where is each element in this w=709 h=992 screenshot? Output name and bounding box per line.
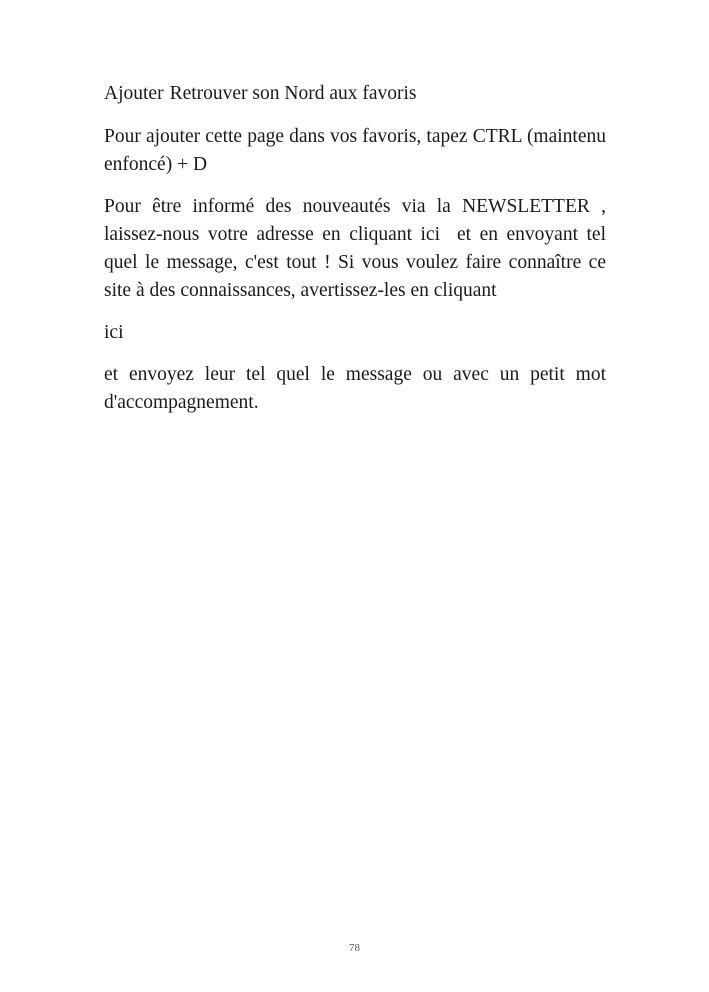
- newsletter-text-start: Pour être informé des nouveautés via la NEWSLETTER , laissez-nous votre adresse en cliquant: [104, 196, 606, 245]
- favorites-instructions: Pour ajouter cette page dans vos favoris, tapez CTRL (maintenu enfoncé) + D: [104, 126, 606, 175]
- favorites-heading-text: Retrouver son Nord aux favoris: [169, 83, 417, 104]
- favorites-heading: [104, 80, 606, 108]
- newsletter-link[interactable]: ici: [420, 224, 441, 245]
- share-instructions: et envoyez leur tel quel le message ou avec un petit mot d'accompagnement.: [104, 364, 606, 413]
- newsletter-text-end: et en envoyant tel quel le message, c'est tout ! Si vous voulez faire connaître ce site à des connaissances, avertissez-les en cliquant: [104, 224, 611, 301]
- share-link[interactable]: ici: [104, 322, 124, 343]
- page-number: 78: [349, 942, 360, 954]
- newsletter-paragraph: [104, 193, 611, 305]
- page-content: [104, 80, 611, 431]
- add-favorites-label: Ajouter: [104, 83, 164, 104]
